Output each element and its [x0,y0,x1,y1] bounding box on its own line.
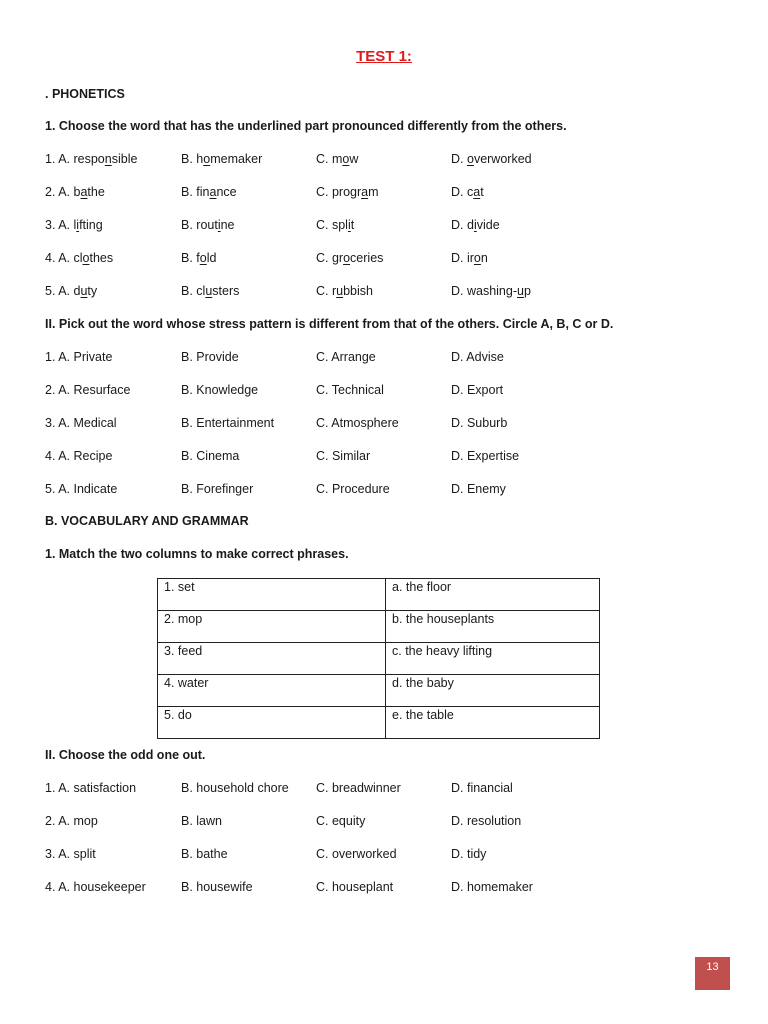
option[interactable]: D. financial [451,781,513,795]
option[interactable]: C. breadwinner [316,781,401,795]
underlined-part: u [80,284,88,298]
underlined-part: n [104,152,112,166]
page-title: TEST 1: [356,48,412,65]
match-table [157,578,600,739]
match-left-cell: 1. set [158,579,386,611]
option[interactable]: D. homemaker [451,880,533,894]
table-row [158,611,600,643]
underlined-part: a [209,185,217,199]
vocab-heading: B. VOCABULARY AND GRAMMAR [45,514,249,528]
option[interactable]: B. bathe [181,847,228,861]
match-right-cell: e. the table [386,707,600,739]
option[interactable]: C. Atmosphere [316,416,399,430]
option[interactable]: 4. A. Recipe [45,449,113,463]
underlined-part: a [80,185,88,199]
match-instruction: 1. Match the two columns to make correct phrases. [45,547,349,561]
table-row [158,707,600,739]
option[interactable]: C. equity [316,814,366,828]
option[interactable]: 5. A. Indicate [45,482,118,496]
option[interactable]: B. housewife [181,880,253,894]
option[interactable]: B. Forefinger [181,482,254,496]
match-left-cell: 3. feed [158,643,386,675]
odd-instruction: II. Choose the odd one out. [45,748,206,762]
option[interactable]: B. household chore [181,781,289,795]
option[interactable]: D. resolution [451,814,522,828]
option[interactable]: D. washing-up [451,284,531,298]
underlined-part: a [361,185,369,199]
option[interactable]: C. mow [316,152,359,166]
option[interactable]: 2. A. mop [45,814,98,828]
option[interactable]: B. fold [181,251,217,265]
underlined-part: o [203,152,211,166]
underlined-part: o [82,251,90,265]
option[interactable]: B. finance [181,185,237,199]
phonetics-heading: . PHONETICS [45,87,125,101]
option[interactable]: D. cat [451,185,484,199]
option[interactable]: C. houseplant [316,880,394,894]
option[interactable]: B. Provide [181,350,239,364]
option[interactable]: D. overworked [451,152,532,166]
option[interactable]: C. rubbish [316,284,373,298]
option[interactable]: C. Technical [316,383,384,397]
match-left-cell: 5. do [158,707,386,739]
option[interactable]: B. lawn [181,814,222,828]
option[interactable]: D. divide [451,218,500,232]
option[interactable]: 1. A. responsible [45,152,138,166]
option[interactable]: 5. A. duty [45,284,98,298]
option[interactable]: 1. A. Private [45,350,113,364]
match-right-cell: c. the heavy lifting [386,643,600,675]
option[interactable]: 2. A. Resurface [45,383,131,397]
option[interactable]: B. Entertainment [181,416,275,430]
option[interactable]: 1. A. satisfaction [45,781,137,795]
option[interactable]: D. Suburb [451,416,508,430]
option[interactable]: C. groceries [316,251,384,265]
option[interactable]: D. tidy [451,847,487,861]
option[interactable]: D. Export [451,383,504,397]
underlined-part: o [343,251,351,265]
option[interactable]: C. program [316,185,379,199]
option[interactable]: B. Cinema [181,449,240,463]
option[interactable]: C. Similar [316,449,371,463]
match-right-cell: b. the houseplants [386,611,600,643]
underlined-part: u [517,284,524,298]
table-row [158,643,600,675]
option[interactable]: 4. A. clothes [45,251,114,265]
q1-instruction: 1. Choose the word that has the underlined part pronounced differently from the others. [45,119,567,133]
underlined-part: o [342,152,350,166]
q2-instruction: II. Pick out the word whose stress pattern is different from that of the others. Circle A, B, C or D. [45,317,614,331]
option[interactable]: B. routine [181,218,235,232]
option[interactable]: 2. A. bathe [45,185,105,199]
page-number-badge: 13 [695,957,730,990]
match-right-cell: a. the floor [386,579,600,611]
option[interactable]: 4. A. housekeeper [45,880,146,894]
option[interactable]: D. Advise [451,350,504,364]
option[interactable]: C. split [316,218,355,232]
underlined-part: i [76,218,80,232]
option[interactable]: C. Arrange [316,350,376,364]
underlined-part: o [473,251,481,265]
table-row [158,675,600,707]
underlined-part: a [473,185,481,199]
underlined-part: i [473,218,477,232]
match-right-cell: d. the baby [386,675,600,707]
option[interactable]: B. clusters [181,284,240,298]
underlined-part: u [336,284,344,298]
option[interactable]: D. Enemy [451,482,506,496]
underlined-part: u [205,284,213,298]
underlined-part: i [217,218,221,232]
option[interactable]: C. overworked [316,847,397,861]
option[interactable]: D. iron [451,251,488,265]
underlined-part: i [347,218,351,232]
match-left-cell: 2. mop [158,611,386,643]
underlined-part: o [199,251,207,265]
underlined-part: o [466,152,474,166]
option[interactable]: D. Expertise [451,449,520,463]
option[interactable]: 3. A. split [45,847,96,861]
option[interactable]: 3. A. lifting [45,218,103,232]
match-left-cell: 4. water [158,675,386,707]
option[interactable]: B. homemaker [181,152,263,166]
option[interactable]: 3. A. Medical [45,416,117,430]
option[interactable]: C. Procedure [316,482,390,496]
table-row [158,579,600,611]
option[interactable]: B. Knowledge [181,383,259,397]
